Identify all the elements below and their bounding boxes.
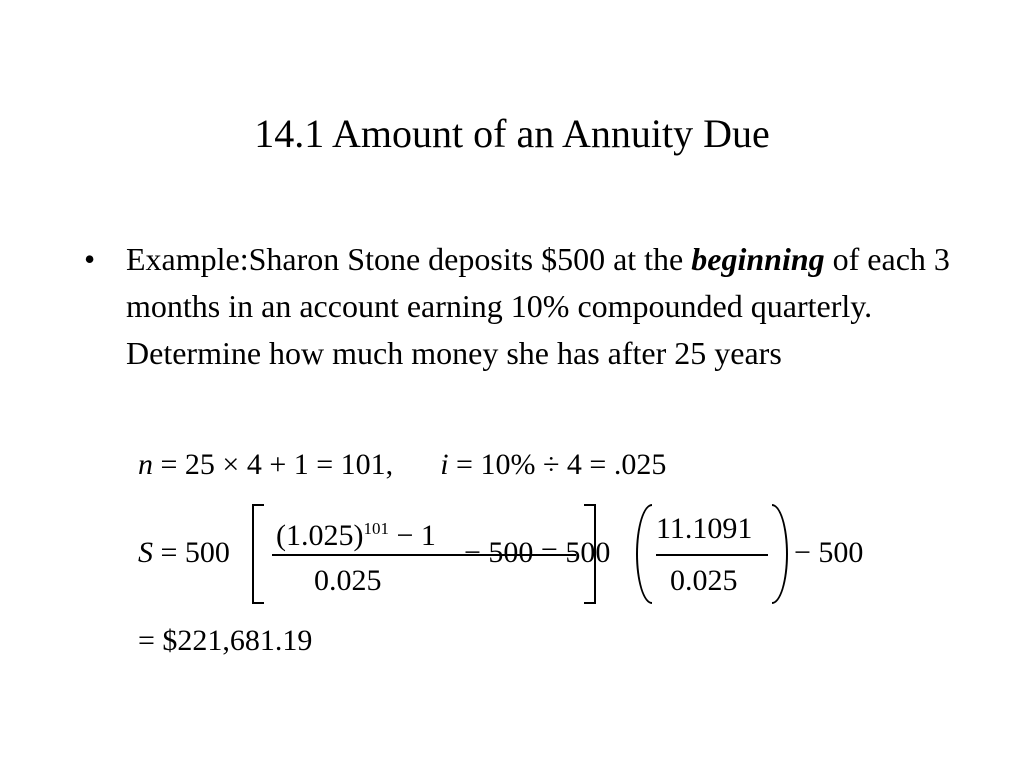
example-part1: Example:Sharon Stone deposits $500 at the	[126, 241, 692, 277]
left-paren	[636, 504, 652, 604]
numerator-base: (1.025)	[276, 519, 364, 552]
n-variable: n	[138, 448, 153, 481]
numerator-2: 11.1091	[656, 512, 753, 545]
n-expression: = 25 × 4 + 1 = 101,	[160, 448, 394, 481]
s-variable: S	[138, 536, 153, 569]
equation-amount	[138, 498, 898, 608]
fraction-bar-2	[656, 554, 768, 556]
tail-expression: − 500	[794, 536, 864, 569]
bullet-marker: •	[84, 241, 96, 277]
example-part2: of each 3 months in an account earning 10% compounded quarterly. Determine how much money she has after 25 years	[126, 241, 950, 371]
emphasis-beginning: beginning	[691, 241, 825, 277]
numerator-tail: − 1	[396, 519, 436, 552]
slide-title: 14.1 Amount of an Annuity Due	[254, 111, 770, 156]
numerator-exponent: 101	[363, 519, 389, 538]
middle-expression: − 500 = 500	[464, 536, 611, 569]
denominator-1: 0.025	[314, 564, 382, 597]
denominator-2: 0.025	[670, 564, 738, 597]
i-expression: = 10% ÷ 4 = .025	[456, 448, 667, 481]
equation-n-i	[138, 448, 666, 482]
left-bracket	[252, 504, 264, 604]
example-text	[126, 236, 956, 377]
right-paren	[772, 504, 788, 604]
result-expression: = $221,681.19	[138, 624, 313, 657]
s-equals: = 500	[160, 536, 230, 569]
i-variable: i	[440, 448, 449, 481]
